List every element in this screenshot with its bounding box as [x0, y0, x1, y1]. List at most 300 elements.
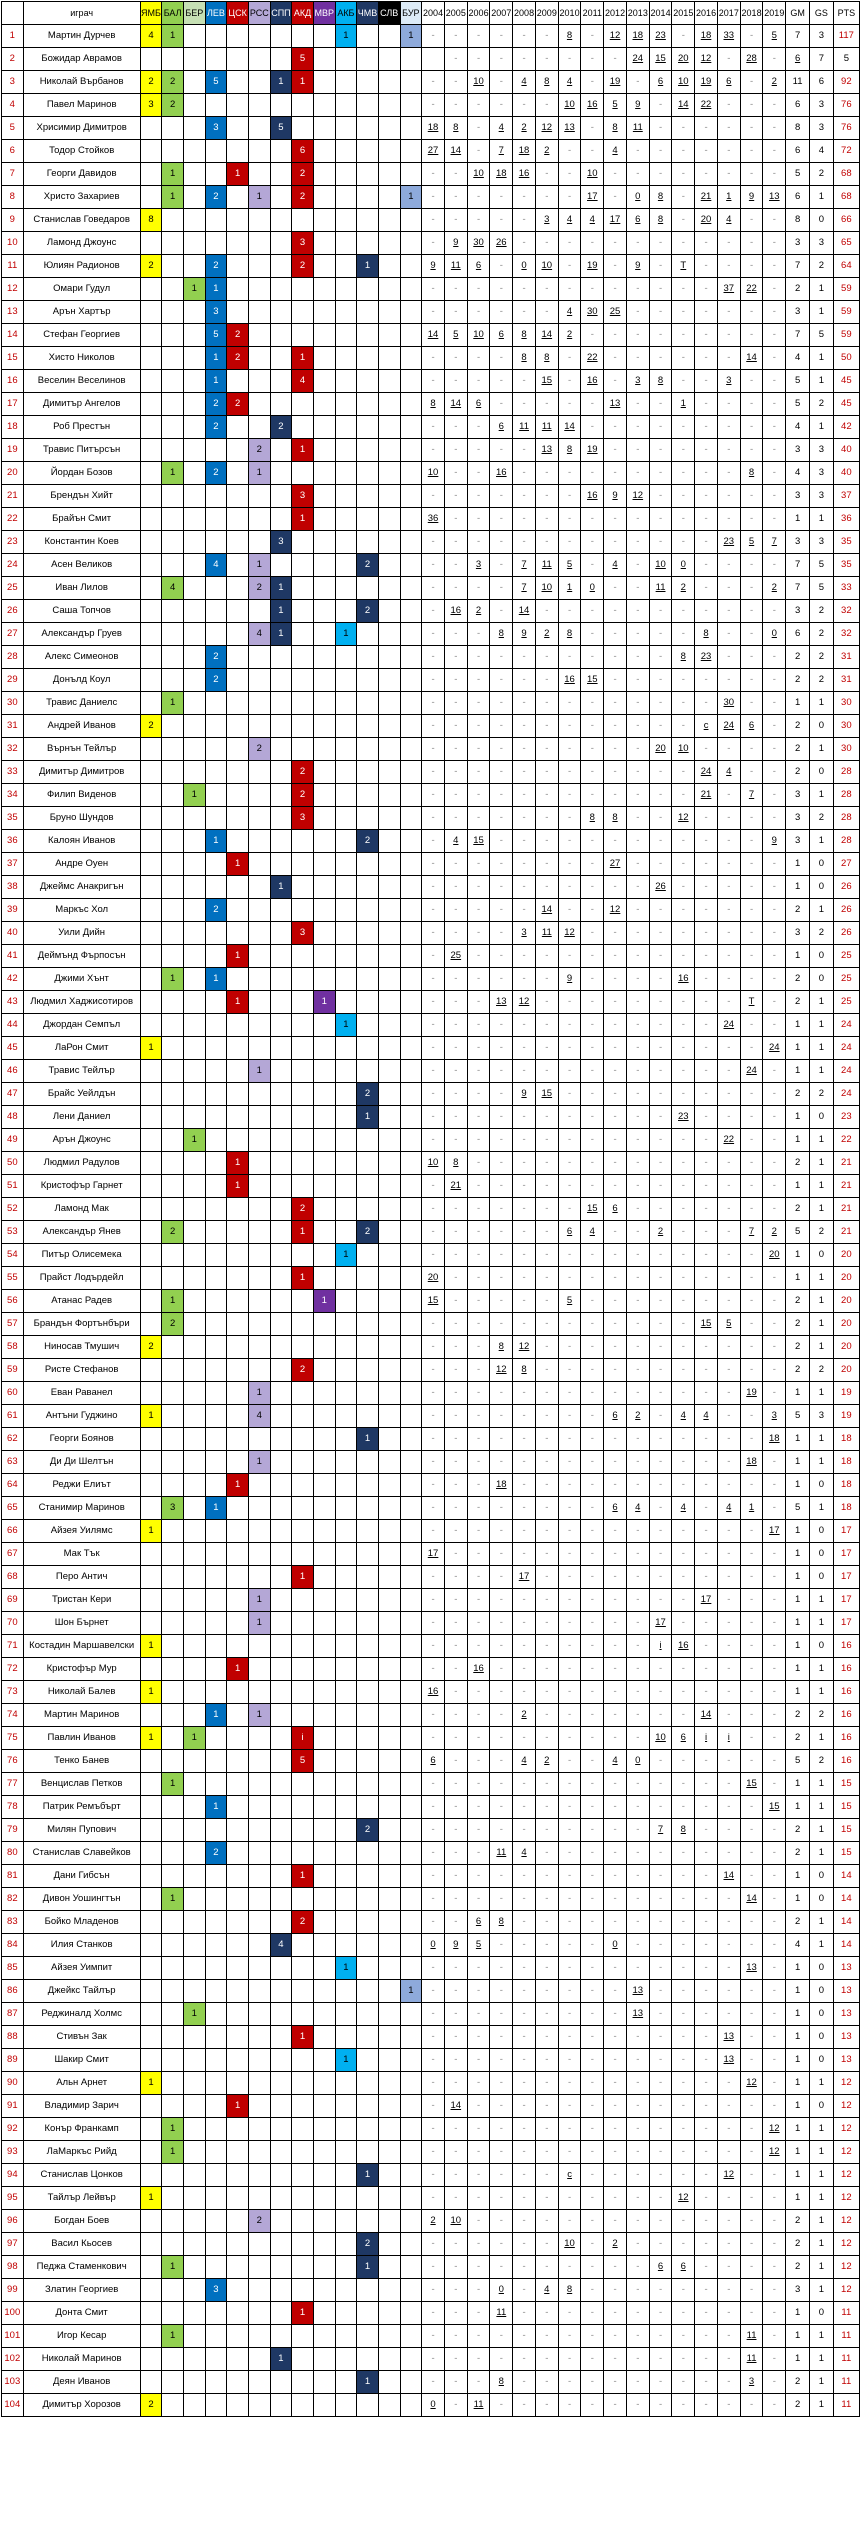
team-count: [335, 2210, 357, 2233]
team-count: 3: [292, 485, 314, 508]
year-points: 16: [672, 1635, 695, 1658]
team-count: [313, 1083, 335, 1106]
year-points: -: [535, 94, 558, 117]
team-count: [400, 1336, 422, 1359]
team-count: [335, 600, 357, 623]
year-points: -: [558, 1658, 581, 1681]
team-count: 2: [227, 324, 249, 347]
year-points: -: [649, 485, 672, 508]
year-points: 14: [695, 1704, 718, 1727]
year-points: -: [604, 347, 627, 370]
year-points: -: [422, 1244, 445, 1267]
year-points: -: [695, 669, 718, 692]
team-count: [162, 2164, 184, 2187]
table-row: [2, 186, 860, 209]
year-points: 19: [581, 255, 604, 278]
total-points: 12: [833, 2141, 859, 2164]
year-points: -: [649, 2003, 672, 2026]
team-count: [400, 485, 422, 508]
total-points: 68: [833, 186, 859, 209]
year-points: -: [626, 2256, 649, 2279]
team-count: [227, 1037, 249, 1060]
year-points: -: [490, 2141, 513, 2164]
team-count: [313, 1336, 335, 1359]
year-points: -: [422, 807, 445, 830]
team-count: [400, 1083, 422, 1106]
year-points: -: [717, 1198, 740, 1221]
table-row: [2, 301, 860, 324]
player-name: Игор Кесар: [23, 2325, 140, 2348]
team-count: [248, 1244, 270, 1267]
team-count: [313, 2095, 335, 2118]
team-count: [248, 1198, 270, 1221]
team-count: [292, 2210, 314, 2233]
year-points: -: [581, 1106, 604, 1129]
year-points: -: [695, 853, 718, 876]
team-count: [248, 1635, 270, 1658]
year-points: -: [717, 623, 740, 646]
year-points: -: [604, 416, 627, 439]
total-points: 26: [833, 876, 859, 899]
year-points: -: [558, 1037, 581, 1060]
year-points: -: [490, 1060, 513, 1083]
year-points: -: [513, 1865, 536, 1888]
team-count: [335, 968, 357, 991]
year-points: -: [513, 1681, 536, 1704]
team-count: [400, 1658, 422, 1681]
team-count: [335, 784, 357, 807]
team-count: [292, 2141, 314, 2164]
header-stat: GS: [810, 2, 834, 25]
team-count: [378, 2325, 400, 2348]
player-name: Конър Франкамп: [23, 2118, 140, 2141]
year-points: -: [422, 1819, 445, 1842]
year-points: 11: [535, 416, 558, 439]
team-count: [335, 347, 357, 370]
team-count: [270, 1313, 292, 1336]
year-points: -: [740, 600, 763, 623]
row-number: 59: [2, 1359, 24, 1382]
team-count: [248, 278, 270, 301]
year-points: -: [626, 1796, 649, 1819]
team-count: [292, 2325, 314, 2348]
player-name: Реджиналд Холмс: [23, 2003, 140, 2026]
team-count: [378, 2072, 400, 2095]
team-count: [270, 2003, 292, 2026]
team-count: [378, 1704, 400, 1727]
team-count: [313, 1865, 335, 1888]
team-count: [183, 1474, 205, 1497]
year-points: -: [422, 899, 445, 922]
year-points: -: [695, 2256, 718, 2279]
year-points: -: [535, 991, 558, 1014]
games-played: 3: [786, 301, 810, 324]
team-count: 1: [270, 623, 292, 646]
year-points: -: [626, 2164, 649, 2187]
team-count: 2: [357, 554, 379, 577]
year-points: -: [444, 1911, 467, 1934]
team-count: 1: [292, 2026, 314, 2049]
team-count: [183, 1060, 205, 1083]
team-count: [205, 1014, 227, 1037]
year-points: -: [740, 1014, 763, 1037]
team-count: [183, 1428, 205, 1451]
year-points: -: [558, 2210, 581, 2233]
year-points: -: [444, 416, 467, 439]
year-points: 10: [422, 1152, 445, 1175]
team-count: [357, 784, 379, 807]
total-points: 11: [833, 2371, 859, 2394]
year-points: -: [672, 715, 695, 738]
team-count: [378, 2118, 400, 2141]
team-count: 2: [205, 393, 227, 416]
year-points: 24: [740, 1060, 763, 1083]
year-points: -: [444, 2187, 467, 2210]
team-count: [335, 1451, 357, 1474]
year-points: -: [763, 1336, 786, 1359]
year-points: -: [422, 186, 445, 209]
year-points: -: [467, 715, 490, 738]
year-points: -: [467, 1175, 490, 1198]
row-number: 50: [2, 1152, 24, 1175]
year-points: -: [467, 2164, 490, 2187]
team-count: 5: [292, 1750, 314, 1773]
year-points: 9: [626, 255, 649, 278]
year-points: -: [490, 2118, 513, 2141]
year-points: 4: [513, 71, 536, 94]
year-points: -: [581, 1842, 604, 1865]
team-count: [162, 1336, 184, 1359]
year-points: 0: [672, 554, 695, 577]
team-count: [378, 1451, 400, 1474]
year-points: -: [581, 692, 604, 715]
year-points: 20: [763, 1244, 786, 1267]
team-count: [378, 2210, 400, 2233]
team-count: [227, 278, 249, 301]
team-count: [227, 2003, 249, 2026]
team-count: [313, 2026, 335, 2049]
games-played: 7: [786, 255, 810, 278]
games-played: 4: [786, 416, 810, 439]
year-points: -: [604, 1681, 627, 1704]
games-started: 5: [810, 324, 834, 347]
team-count: 1: [227, 1658, 249, 1681]
year-points: -: [422, 715, 445, 738]
year-points: -: [422, 1704, 445, 1727]
team-count: [357, 899, 379, 922]
year-points: -: [467, 1405, 490, 1428]
games-played: 2: [786, 2233, 810, 2256]
year-points: -: [649, 1911, 672, 1934]
year-points: -: [422, 922, 445, 945]
games-played: 1: [786, 876, 810, 899]
year-points: -: [763, 255, 786, 278]
year-points: -: [581, 232, 604, 255]
team-count: [140, 784, 162, 807]
team-count: [313, 646, 335, 669]
games-played: 5: [786, 393, 810, 416]
team-count: 6: [292, 140, 314, 163]
games-played: 1: [786, 1382, 810, 1405]
team-count: 1: [292, 1221, 314, 1244]
team-count: [248, 646, 270, 669]
year-points: -: [581, 945, 604, 968]
team-count: 1: [248, 1704, 270, 1727]
total-points: 45: [833, 370, 859, 393]
year-points: -: [513, 1175, 536, 1198]
team-count: [183, 2164, 205, 2187]
year-points: -: [695, 324, 718, 347]
team-count: [357, 1474, 379, 1497]
year-points: -: [717, 2118, 740, 2141]
team-count: [400, 2394, 422, 2417]
team-count: [183, 2233, 205, 2256]
team-count: [378, 577, 400, 600]
games-played: 1: [786, 2164, 810, 2187]
year-points: -: [558, 1244, 581, 1267]
team-count: [378, 669, 400, 692]
table-row: [2, 2302, 860, 2325]
team-count: 1: [227, 163, 249, 186]
team-count: 1: [162, 1290, 184, 1313]
year-points: -: [581, 1635, 604, 1658]
year-points: -: [626, 2187, 649, 2210]
team-count: [378, 2302, 400, 2325]
year-points: 17: [763, 1520, 786, 1543]
team-count: [140, 1750, 162, 1773]
year-points: 11: [444, 255, 467, 278]
year-points: 16: [558, 669, 581, 692]
table-row: [2, 2210, 860, 2233]
year-points: -: [695, 2394, 718, 2417]
team-count: [227, 1106, 249, 1129]
year-points: 3: [717, 370, 740, 393]
year-points: -: [490, 2003, 513, 2026]
team-count: [335, 2026, 357, 2049]
team-count: [183, 439, 205, 462]
year-points: -: [672, 301, 695, 324]
games-played: 6: [786, 140, 810, 163]
games-started: 5: [810, 554, 834, 577]
year-points: -: [626, 1359, 649, 1382]
year-points: -: [604, 1704, 627, 1727]
team-count: [335, 738, 357, 761]
team-count: 2: [162, 1313, 184, 1336]
table-row: [2, 1244, 860, 1267]
team-count: [140, 1060, 162, 1083]
year-points: -: [717, 577, 740, 600]
year-points: -: [422, 1037, 445, 1060]
year-points: 16: [422, 1681, 445, 1704]
team-count: [357, 370, 379, 393]
team-count: [400, 1543, 422, 1566]
player-name: Юлиян Радионов: [23, 255, 140, 278]
year-points: -: [626, 2394, 649, 2417]
year-points: -: [444, 669, 467, 692]
year-points: 8: [740, 462, 763, 485]
team-count: [270, 2187, 292, 2210]
team-count: [313, 922, 335, 945]
row-number: 49: [2, 1129, 24, 1152]
year-points: -: [626, 853, 649, 876]
player-name: Шакир Смит: [23, 2049, 140, 2072]
year-points: -: [467, 209, 490, 232]
year-points: -: [740, 945, 763, 968]
team-count: [292, 1842, 314, 1865]
team-count: [205, 2233, 227, 2256]
player-name: Йордан Бозов: [23, 462, 140, 485]
year-points: -: [717, 508, 740, 531]
year-points: -: [558, 1727, 581, 1750]
year-points: -: [444, 1290, 467, 1313]
year-points: -: [467, 2256, 490, 2279]
team-count: [357, 71, 379, 94]
games-played: 3: [786, 922, 810, 945]
year-points: -: [422, 1014, 445, 1037]
team-count: [162, 1405, 184, 1428]
year-points: -: [444, 1681, 467, 1704]
year-points: -: [649, 2210, 672, 2233]
year-points: -: [649, 2026, 672, 2049]
year-points: 18: [626, 25, 649, 48]
row-number: 87: [2, 2003, 24, 2026]
year-points: -: [467, 2187, 490, 2210]
year-points: -: [513, 370, 536, 393]
year-points: 5: [717, 1313, 740, 1336]
year-points: -: [604, 1773, 627, 1796]
team-count: [248, 991, 270, 1014]
player-name: Травис Питърсън: [23, 439, 140, 462]
team-count: 1: [292, 1865, 314, 1888]
row-number: 22: [2, 508, 24, 531]
team-count: 1: [227, 1175, 249, 1198]
team-count: [357, 1152, 379, 1175]
games-played: 1: [786, 2348, 810, 2371]
year-points: -: [740, 71, 763, 94]
team-count: 1: [227, 991, 249, 1014]
year-points: -: [649, 2072, 672, 2095]
team-count: [183, 646, 205, 669]
year-points: -: [444, 715, 467, 738]
team-count: [378, 163, 400, 186]
year-points: -: [513, 646, 536, 669]
year-points: -: [535, 1704, 558, 1727]
team-count: [400, 1796, 422, 1819]
year-points: -: [695, 2279, 718, 2302]
year-points: 2: [672, 577, 695, 600]
team-count: [162, 1566, 184, 1589]
team-count: [378, 1934, 400, 1957]
team-count: [400, 853, 422, 876]
year-points: -: [490, 2348, 513, 2371]
team-count: [313, 1957, 335, 1980]
year-points: -: [695, 1474, 718, 1497]
games-started: 1: [810, 899, 834, 922]
team-count: 2: [292, 1359, 314, 1382]
team-count: [227, 1704, 249, 1727]
year-points: -: [717, 255, 740, 278]
team-count: [270, 2279, 292, 2302]
team-count: [400, 2049, 422, 2072]
year-points: -: [740, 1566, 763, 1589]
player-name: Владимир Зарич: [23, 2095, 140, 2118]
team-count: [140, 1543, 162, 1566]
team-count: [205, 1129, 227, 1152]
player-name: Альн Арнет: [23, 2072, 140, 2095]
team-count: [378, 531, 400, 554]
team-count: [335, 2348, 357, 2371]
year-points: -: [535, 1221, 558, 1244]
team-count: [248, 2164, 270, 2187]
year-points: -: [581, 1796, 604, 1819]
team-count: [162, 715, 184, 738]
year-points: -: [626, 1474, 649, 1497]
year-points: -: [467, 1382, 490, 1405]
year-points: -: [558, 163, 581, 186]
year-points: 3: [535, 209, 558, 232]
team-count: [205, 1934, 227, 1957]
team-count: [227, 623, 249, 646]
team-count: [205, 1658, 227, 1681]
total-points: 25: [833, 945, 859, 968]
year-points: 8: [649, 209, 672, 232]
header-team: МВР: [313, 2, 335, 25]
row-number: 24: [2, 554, 24, 577]
games-played: 2: [786, 669, 810, 692]
team-count: [183, 968, 205, 991]
team-count: [183, 1773, 205, 1796]
year-points: -: [740, 2394, 763, 2417]
games-played: 3: [786, 807, 810, 830]
team-count: [227, 1060, 249, 1083]
year-points: -: [672, 600, 695, 623]
year-points: -: [626, 462, 649, 485]
year-points: -: [490, 1819, 513, 1842]
total-points: 20: [833, 1336, 859, 1359]
row-number: 90: [2, 2072, 24, 2095]
year-points: -: [649, 1750, 672, 1773]
year-points: -: [422, 600, 445, 623]
year-points: -: [467, 94, 490, 117]
team-count: [140, 922, 162, 945]
year-points: 2: [763, 71, 786, 94]
year-points: 7: [513, 554, 536, 577]
team-count: [400, 2026, 422, 2049]
year-points: -: [581, 1566, 604, 1589]
team-count: [313, 508, 335, 531]
year-points: -: [763, 1290, 786, 1313]
team-count: [400, 209, 422, 232]
team-count: [183, 1888, 205, 1911]
year-points: -: [763, 1773, 786, 1796]
year-points: 8: [695, 623, 718, 646]
year-points: -: [467, 462, 490, 485]
table-row: [2, 531, 860, 554]
year-points: -: [740, 1681, 763, 1704]
year-points: -: [535, 853, 558, 876]
year-points: -: [444, 2003, 467, 2026]
games-started: 1: [810, 2279, 834, 2302]
games-played: 2: [786, 715, 810, 738]
year-points: -: [535, 1497, 558, 1520]
team-count: [140, 1612, 162, 1635]
team-count: [183, 1083, 205, 1106]
year-points: 22: [740, 278, 763, 301]
year-points: -: [649, 1681, 672, 1704]
year-points: -: [513, 1980, 536, 2003]
year-points: 10: [649, 1727, 672, 1750]
team-count: [162, 738, 184, 761]
